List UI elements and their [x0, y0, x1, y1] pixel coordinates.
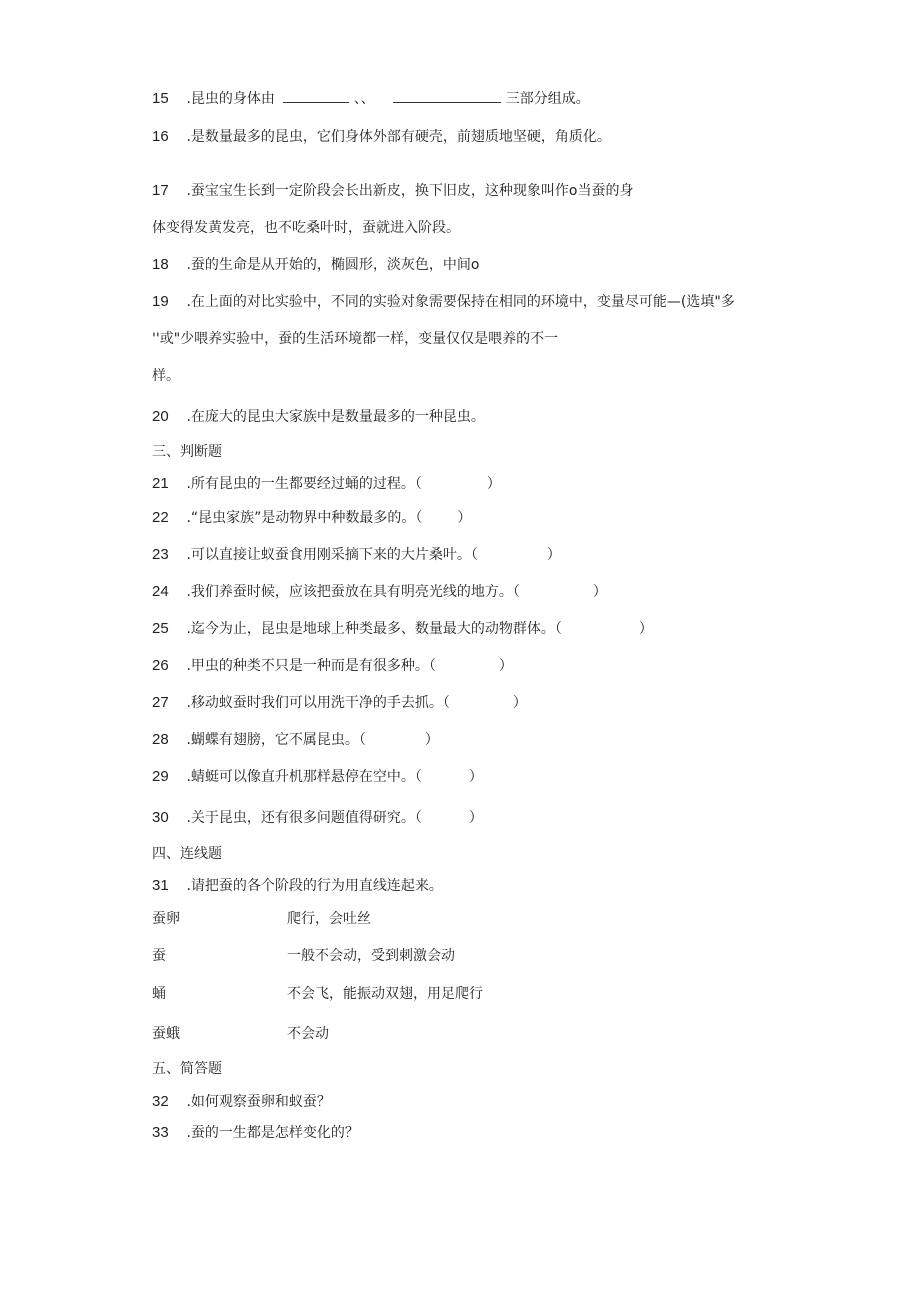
- question-text: .蚕宝宝生长到一定阶段会长出新皮，换下旧皮，这种现象叫作o当蚕的身: [186, 183, 634, 199]
- answer-blank[interactable]: [283, 88, 349, 103]
- question-text: .可以直接让蚁蚕食用刚采摘下来的大片桑叶。（: [186, 547, 478, 563]
- question-text: .蚕的一生都是怎样变化的？: [186, 1125, 359, 1141]
- question-number: 30: [152, 809, 169, 826]
- question-text: .蝴蝶有翅膀，它不属昆虫。（: [186, 732, 366, 748]
- question-16: [152, 128, 611, 146]
- close-paren: ）: [468, 769, 483, 785]
- section-heading-matching: 四、连线题: [152, 846, 222, 862]
- question-26: [152, 657, 513, 675]
- question-text: 样。: [152, 368, 180, 384]
- question-text: .昆虫的身体由: [186, 91, 275, 107]
- match-behavior-1[interactable]: 爬行，会吐丝: [287, 911, 371, 927]
- question-number: 21: [152, 475, 169, 492]
- close-paren: ）: [468, 810, 483, 826]
- question-30: [152, 809, 483, 827]
- question-29: [152, 768, 483, 786]
- match-stage-egg[interactable]: 蚕卵: [152, 911, 180, 927]
- question-number: 25: [152, 620, 169, 637]
- question-17-continued: [152, 219, 460, 237]
- close-paren: ）: [457, 510, 472, 526]
- answer-blank[interactable]: [393, 88, 501, 103]
- question-18: [152, 256, 479, 274]
- match-stage-pupa[interactable]: 蛹: [152, 986, 166, 1002]
- question-number: 31: [152, 877, 169, 894]
- question-text: .“昆虫家族”是动物界中种数最多的。（: [186, 510, 423, 526]
- question-number: 28: [152, 731, 169, 748]
- question-text: .关于昆虫，还有很多问题值得研究。（: [186, 810, 422, 826]
- match-behavior-4[interactable]: 不会动: [287, 1026, 329, 1042]
- question-number: 33: [152, 1124, 169, 1141]
- question-number: 26: [152, 657, 169, 674]
- question-text: 体变得发黄发亮，也不吃桑叶时，蚕就进入阶段。: [152, 220, 460, 236]
- question-28: [152, 731, 439, 749]
- question-text: .请把蚕的各个阶段的行为用直线连起来。: [186, 878, 443, 894]
- question-17: [152, 182, 633, 200]
- question-number: 18: [152, 256, 169, 273]
- question-32: [152, 1093, 331, 1111]
- question-number: 16: [152, 128, 169, 145]
- match-stage-moth[interactable]: 蚕蛾: [152, 1026, 180, 1042]
- question-19-continued: [152, 330, 558, 348]
- question-19-end: [152, 367, 180, 385]
- question-text: .移动蚁蚕时我们可以用洗干净的手去抓。（: [186, 695, 450, 711]
- section-heading-judgement: 三、判断题: [152, 444, 222, 460]
- question-text: .蜻蜓可以像直升机那样悬停在空中。（: [186, 769, 422, 785]
- close-paren: ）: [424, 732, 439, 748]
- question-number: 23: [152, 546, 169, 563]
- question-text: .是数量最多的昆虫，它们身体外部有硬壳，前翅质地坚硬，角质化。: [186, 129, 611, 145]
- question-number: 20: [152, 408, 169, 425]
- question-text: .在上面的对比实验中，不同的实验对象需要保持在相同的环境中，变量尽可能—(选填"多: [186, 294, 735, 310]
- match-behavior-3[interactable]: 不会飞，能振动双翅，用足爬行: [287, 986, 483, 1002]
- close-paren: ）: [546, 547, 561, 563]
- question-15: [152, 88, 590, 106]
- question-text: .在庞大的昆虫大家族中是数量最多的一种昆虫。: [186, 409, 485, 425]
- close-paren: ）: [498, 658, 513, 674]
- close-paren: ）: [592, 584, 607, 600]
- close-paren: ）: [512, 695, 527, 711]
- close-paren: ）: [486, 476, 501, 492]
- question-25: [152, 620, 653, 638]
- question-text: ''或"少喂养实验中，蚕的生活环境都一样，变量仅仅是喂养的不一: [152, 331, 559, 347]
- question-text: .我们养蚕时候，应该把蚕放在具有明亮光线的地方。（: [186, 584, 520, 600]
- close-paren: ）: [638, 621, 653, 637]
- question-text: .如何观察蚕卵和蚁蚕？: [186, 1094, 331, 1110]
- question-24: [152, 583, 607, 601]
- question-33: [152, 1124, 359, 1142]
- question-27: [152, 694, 527, 712]
- question-number: 27: [152, 694, 169, 711]
- question-22: [152, 509, 471, 527]
- question-number: 17: [152, 182, 169, 199]
- question-number: 24: [152, 583, 169, 600]
- question-number: 32: [152, 1093, 169, 1110]
- question-text: .所有昆虫的一生都要经过蛹的过程。（: [186, 476, 422, 492]
- section-heading-short-answer: 五、简答题: [152, 1061, 222, 1077]
- question-text: 三部分组成。: [505, 91, 590, 107]
- question-text: .蚕的生命是从开始的，椭圆形，淡灰色，中间o: [186, 257, 480, 273]
- question-number: 19: [152, 293, 169, 310]
- blank-separator: 、、: [353, 91, 375, 107]
- question-19: [152, 293, 735, 311]
- match-stage-larva[interactable]: 蚕: [152, 948, 166, 964]
- question-number: 22: [152, 509, 169, 526]
- question-number: 15: [152, 90, 169, 107]
- question-31: [152, 877, 443, 895]
- question-text: .甲虫的种类不只是一种而是有很多种。（: [186, 658, 436, 674]
- question-23: [152, 546, 561, 564]
- question-text: .迄今为止，昆虫是地球上种类最多、数量最大的动物群体。（: [186, 621, 562, 637]
- question-20: [152, 408, 485, 426]
- question-21: [152, 475, 501, 493]
- match-behavior-2[interactable]: 一般不会动，受到刺激会动: [287, 948, 455, 964]
- question-number: 29: [152, 768, 169, 785]
